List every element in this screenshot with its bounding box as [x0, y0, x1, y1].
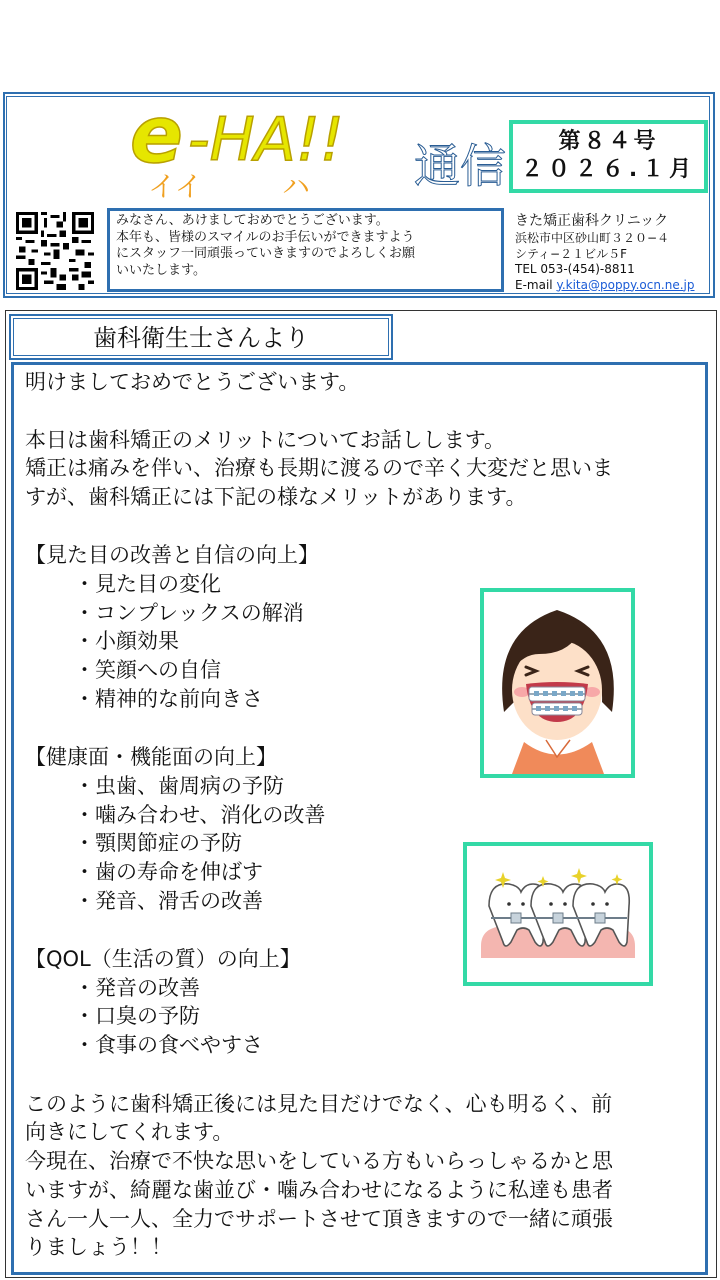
body-line: 本日は歯科矯正のメリットについてお話しします。	[25, 428, 506, 452]
greeting-line: 本年も、皆様のスマイルのお手伝いができますよう	[116, 229, 415, 245]
clinic-info	[515, 212, 713, 293]
body-line: 明けましておめでとうございます。	[25, 370, 360, 394]
body-line: 向きにしてくれます。	[25, 1120, 234, 1144]
logo-e: e	[130, 100, 183, 181]
logo-ruby-ha: ハ	[282, 170, 311, 200]
greeting-line: にスタッフ一同頑張っていきますのでよろしくお願	[116, 246, 416, 261]
body-line: 今現在、治療で不快な思いをしている方もいらっしゃるかと思	[25, 1149, 613, 1173]
greeting-line: いいたします。	[116, 262, 206, 278]
heading-health: 【健康面・機能面の向上】	[25, 745, 277, 769]
body-line: 矯正は痛みを伴い、治療も長期に渡るので辛く大変だと思いま	[25, 456, 613, 480]
logo-ruby-ii: イイ	[148, 170, 203, 200]
girl-with-braces-icon	[484, 592, 631, 774]
teeth-with-braces-icon	[467, 846, 649, 982]
greeting-line: みなさん、あけましておめでとうございます。	[116, 213, 389, 228]
email-label: E-mail	[515, 277, 557, 292]
body-line: りましょう！！	[25, 1235, 172, 1259]
list-item: ・食事の食べやすさ	[74, 1033, 263, 1057]
clinic-address-2: シティ−２１ビル５F	[515, 246, 627, 261]
list-item: ・笑顔への自信	[74, 658, 221, 682]
heading-appearance: 【見た目の改善と自信の向上】	[25, 543, 319, 567]
list-item: ・口臭の予防	[74, 1004, 200, 1028]
issue-number: 第８４号	[558, 129, 659, 154]
clinic-address-1: 浜松市中区砂山町３２０−４	[515, 231, 670, 245]
issue-box	[509, 120, 708, 193]
e-ha-logo	[130, 100, 400, 200]
heading-qol: 【QOL（生活の質）の向上】	[25, 947, 301, 971]
body-line: さん一人一人、全力でサポートさせて頂きますので一緒に頑張	[25, 1207, 613, 1231]
list-item: ・顎関節症の予防	[74, 831, 242, 855]
teeth-with-braces-illustration	[463, 842, 653, 986]
list-item: ・歯の寿命を伸ばす	[74, 860, 263, 884]
greeting-box	[107, 208, 504, 292]
list-item: ・コンプレックスの解消	[74, 601, 304, 625]
list-item: ・虫歯、歯周病の予防	[74, 774, 284, 798]
clinic-email-row	[515, 278, 713, 294]
girl-with-braces-illustration	[480, 588, 635, 778]
list-item: ・噛み合わせ、消化の改善	[74, 803, 326, 827]
tsushin-title: 通信	[414, 139, 506, 193]
qr-code-icon[interactable]	[16, 212, 94, 290]
clinic-tel: TEL 053-(454)-8811	[515, 262, 635, 276]
body-line: すが、歯科矯正には下記の様なメリットがあります。	[25, 485, 527, 509]
body-line: このように歯科矯正後には見た目だけでなく、心も明るく、前	[25, 1092, 613, 1116]
list-item: ・発音、滑舌の改善	[74, 889, 263, 913]
list-item: ・発音の改善	[74, 976, 200, 1000]
list-item: ・小顔効果	[74, 629, 179, 653]
issue-date: ２０２６.１月	[520, 157, 697, 182]
logo-ha: -HA!!	[188, 105, 344, 175]
body-line: いますが、綺麗な歯並び・噛み合わせになるように私達も患者	[25, 1178, 613, 1202]
section-title: 歯科衛生士さんより	[13, 318, 389, 356]
clinic-name: きた矯正歯科クリニック	[515, 213, 669, 229]
list-item: ・精神的な前向きさ	[74, 687, 263, 711]
email-link[interactable]: y.kita@poppy.ocn.ne.jp	[556, 277, 695, 292]
list-item: ・見た目の変化	[74, 572, 221, 596]
